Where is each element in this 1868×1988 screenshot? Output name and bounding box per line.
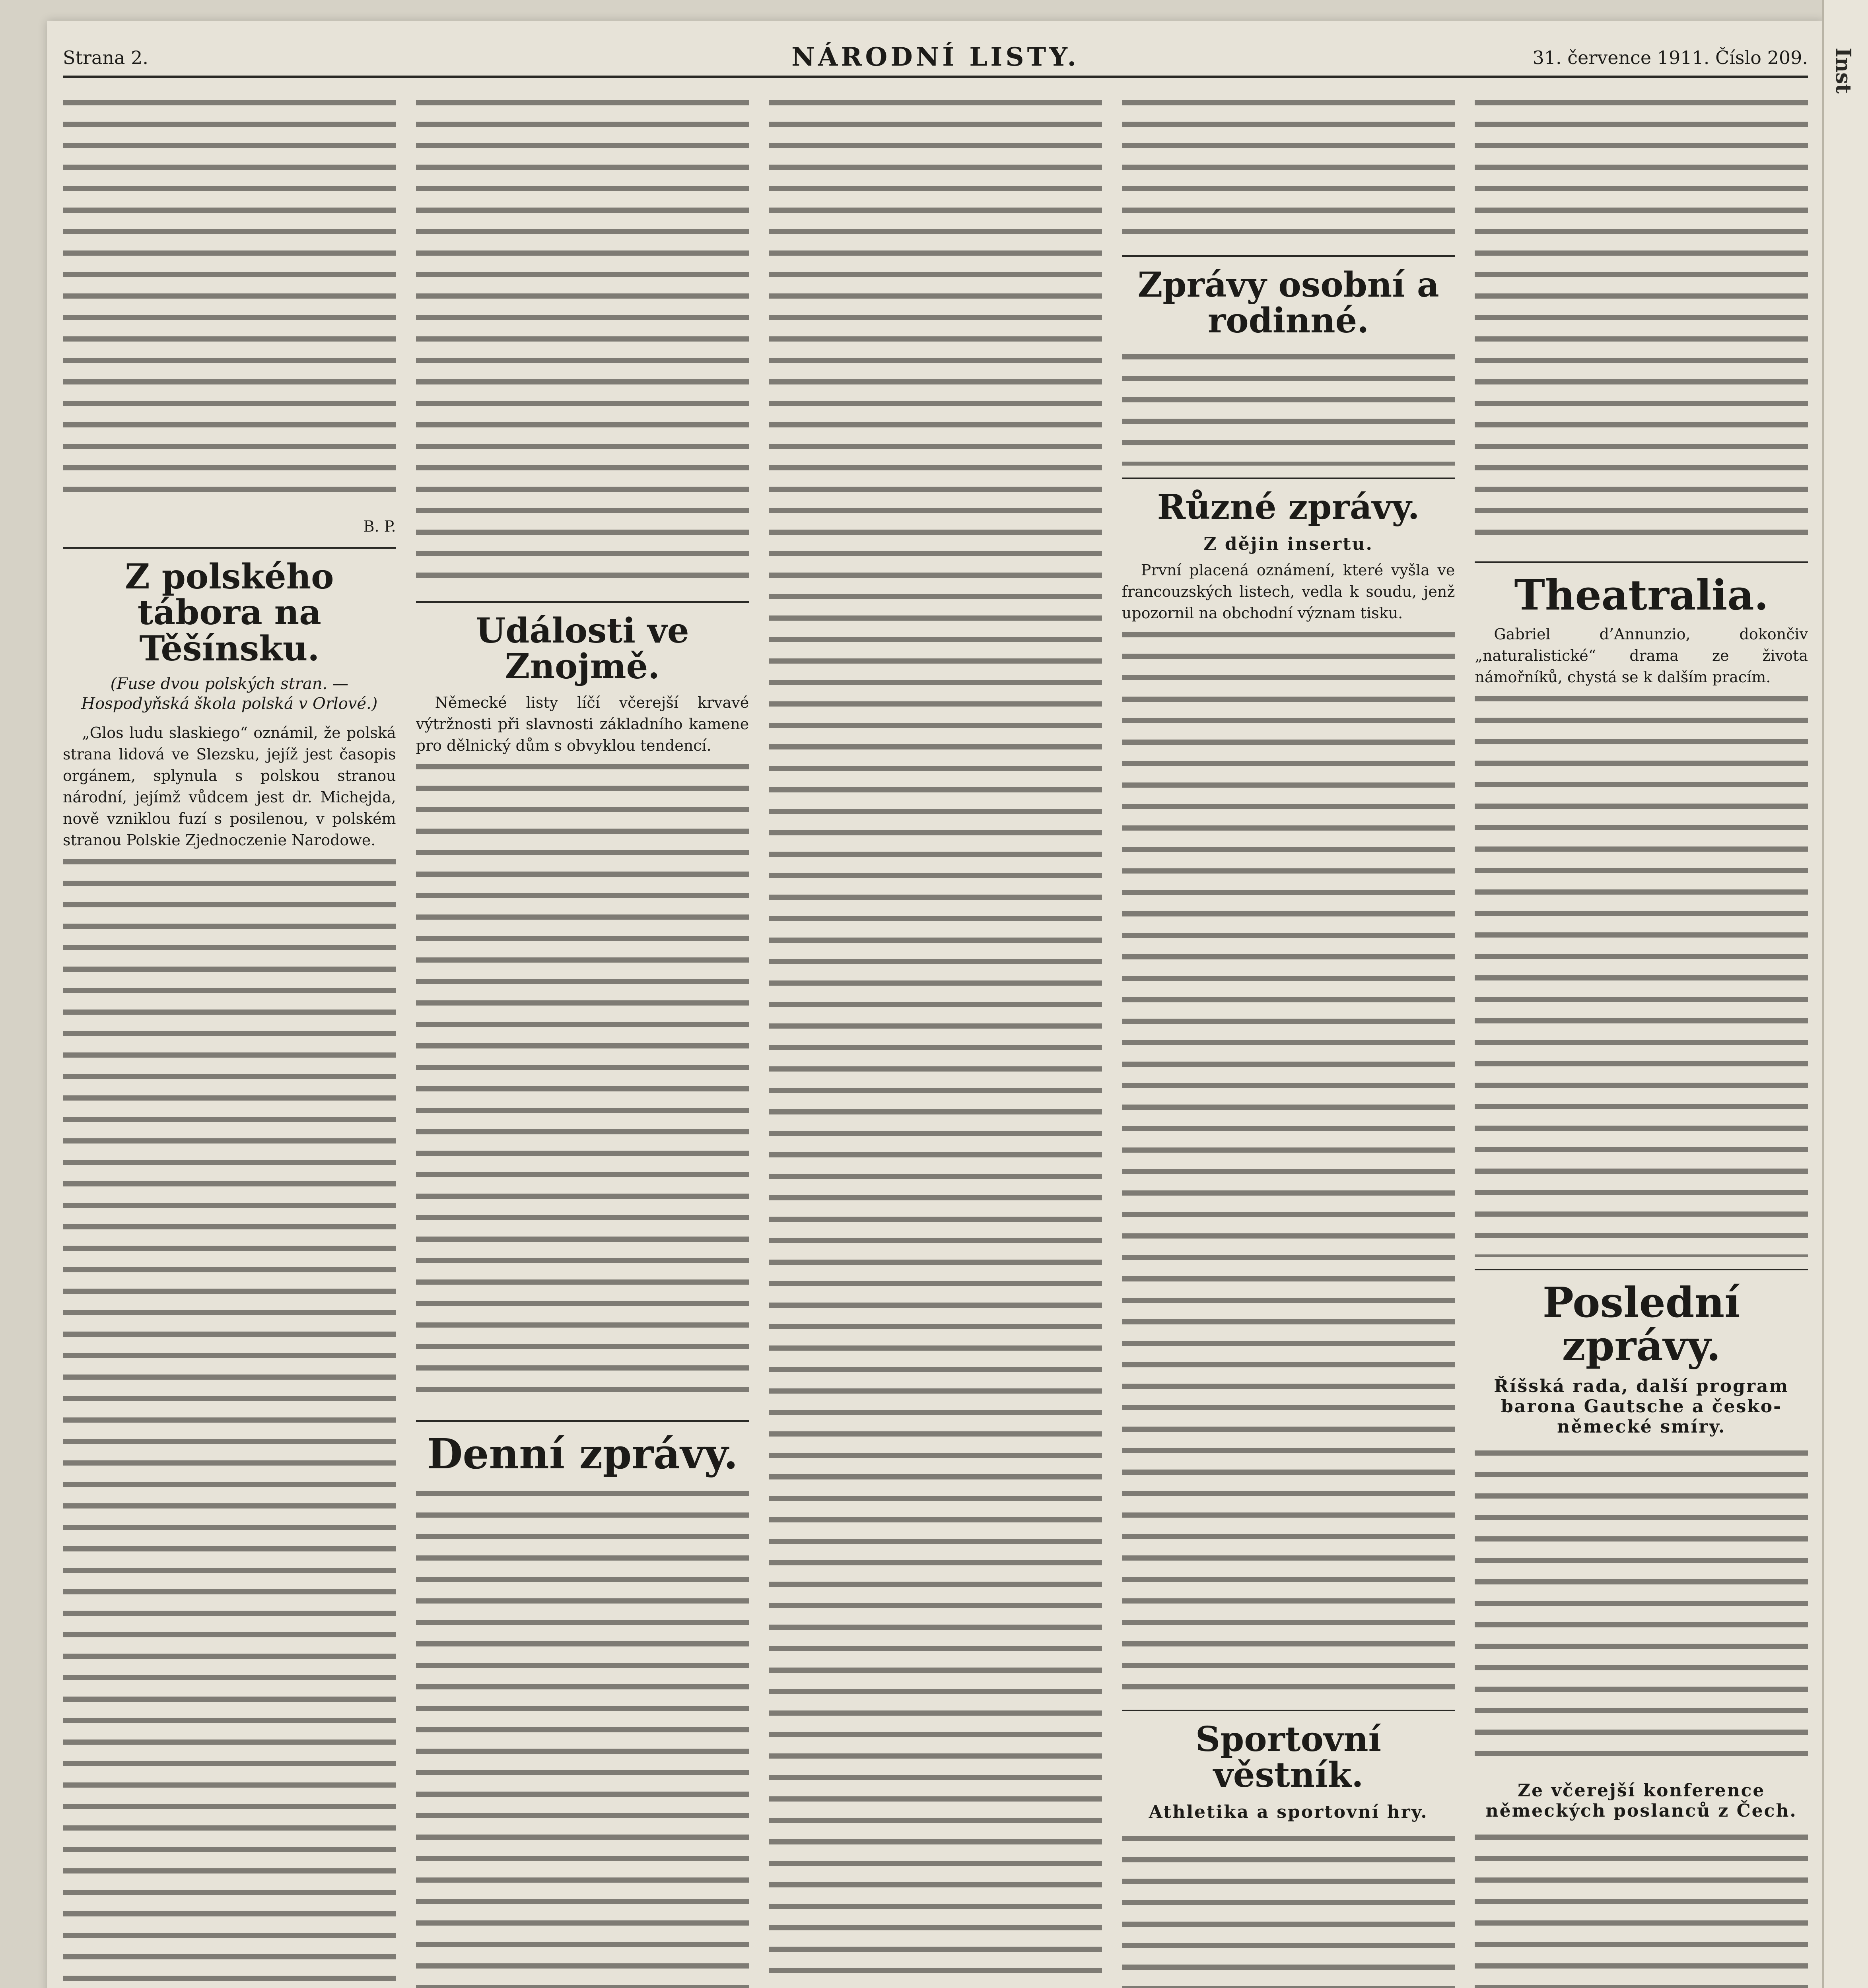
masthead <box>63 44 1808 78</box>
column-4 <box>1122 92 1455 1988</box>
newspaper-title: NÁRODNÍ LISTY. <box>791 42 1079 72</box>
text-block <box>769 92 1102 1988</box>
divider <box>63 547 396 549</box>
article-headline: Události ve Znojmě. <box>476 611 689 687</box>
column-2 <box>416 92 749 1988</box>
section-subheadline: Říšská rada, další program barona Gautsche a česko-německé smíry. <box>1494 1376 1789 1437</box>
section-subheadline: Z dějin insertu. <box>1203 534 1373 554</box>
article-headline: Z polského tábora na Těšínsku. <box>125 557 334 669</box>
article-lede: Gabriel d’Annunzio, dokončiv „naturalistické“ drama ze života námořníků, chystá se k dalším pracím. <box>1475 625 1808 686</box>
column-3 <box>769 92 1102 1988</box>
divider <box>1122 478 1455 479</box>
section-headline: Sportovní věstník. <box>1195 1719 1382 1796</box>
text-block <box>1122 346 1455 466</box>
section-headline: Poslední zprávy. <box>1542 1278 1740 1371</box>
divider <box>1122 1710 1455 1711</box>
newspaper-page <box>47 21 1824 1988</box>
divider <box>416 1420 749 1422</box>
article-lede: První placená oznámení, které vyšla ve francouzských listech, vedla k soudu, jenž upozornil na obchodní význam tisku. <box>1122 561 1455 622</box>
page-number: Strana 2. <box>63 47 148 68</box>
divider <box>1475 561 1808 563</box>
section-headline: Různé zprávy. <box>1157 487 1420 527</box>
text-block <box>63 851 396 1988</box>
article-subheadline: (Fuse dvou polských stran. — Hospodyňská škola polská v Orlové.) <box>81 674 378 713</box>
section-headline: Denní zprávy. <box>427 1429 738 1479</box>
text-block <box>63 92 396 506</box>
columns <box>63 92 1808 1988</box>
text-block <box>416 1483 749 1988</box>
article-lede: „Glos ludu slaskiego“ oznámil, že polská strana lidová ve Slezsku, jejíž jest časopis orgánem, splynula s polskou stranou národní, jejímž vůdcem jest dr. Michejda, nově vzniklou fuzí s posilenou, v polském stranou Polskie Zjednoczenie Narodowe. <box>63 724 396 849</box>
text-block <box>1122 624 1455 1698</box>
text-block <box>416 756 749 1408</box>
article-signature: B. P. <box>363 518 396 535</box>
text-block <box>1475 1827 1808 1988</box>
issue-date: 31. července 1911. Číslo 209. <box>1532 47 1808 68</box>
section-subheadline: Ze včerejší konference německých poslanců z Čech. <box>1485 1780 1797 1821</box>
section-headline: Zprávy osobní a rodinné. <box>1137 265 1439 341</box>
article-lede: Německé listy líčí včerejší krvavé výtržnosti při slavnosti základního kamene pro dělnický dům s obvyklou tendencí. <box>416 693 749 754</box>
text-block <box>1475 688 1808 1257</box>
section-headline: Theatralia. <box>1514 571 1769 619</box>
text-block <box>1122 1828 1455 1988</box>
column-1 <box>63 92 396 1988</box>
edge-label: Inst <box>1831 48 1855 94</box>
divider <box>1122 255 1455 257</box>
section-subheadline: Athletika a sportovní hry. <box>1149 1802 1428 1823</box>
text-block <box>1475 1442 1808 1769</box>
text-block <box>416 92 749 589</box>
text-block <box>1122 92 1455 243</box>
divider <box>416 601 749 603</box>
adjacent-page-edge <box>1822 0 1868 1988</box>
divider <box>1475 1269 1808 1270</box>
text-block <box>1475 92 1808 549</box>
column-5 <box>1475 92 1808 1988</box>
